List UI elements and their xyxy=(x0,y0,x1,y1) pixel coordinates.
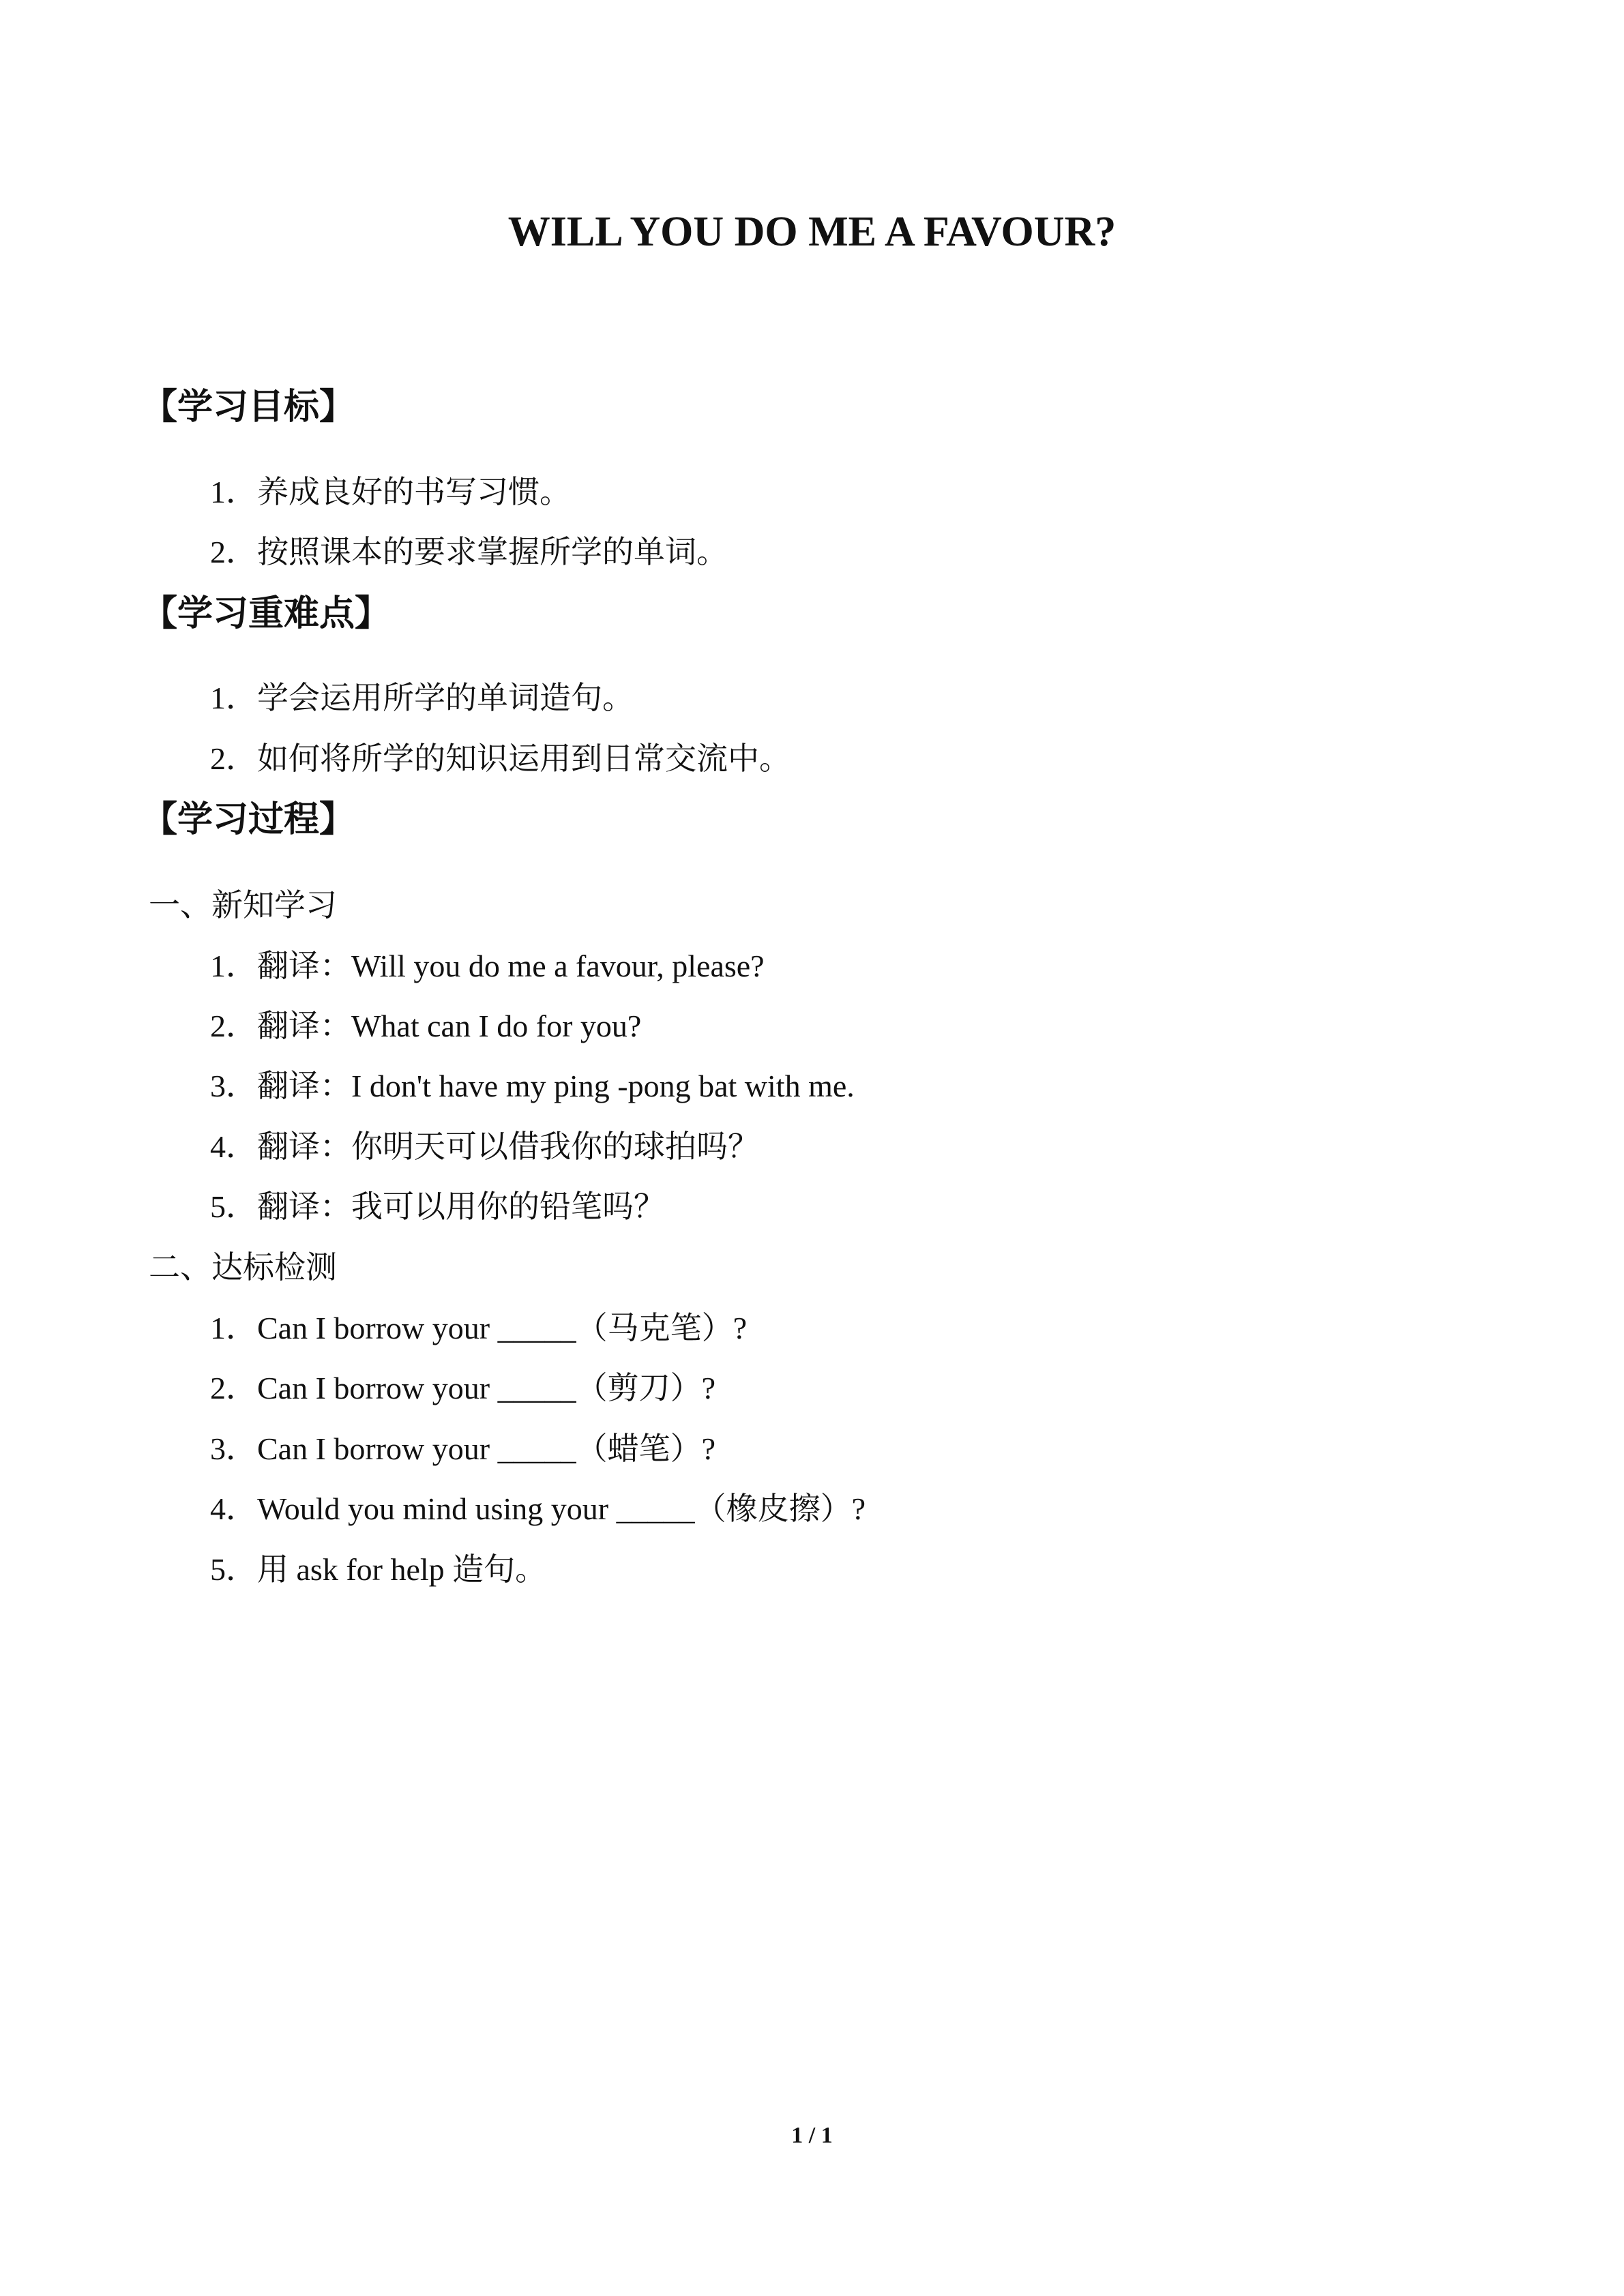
page-title: WILL YOU DO ME A FAVOUR? xyxy=(507,209,1117,255)
assessment-item-2: 2．Can I borrow your _____（剪刀）? xyxy=(210,1371,716,1405)
section-heading-process: 【学习过程】 xyxy=(142,799,355,840)
subsection-heading-new-knowledge: 一、新知学习 xyxy=(149,888,337,923)
new-knowledge-item-1: 1．翻译：Will you do me a favour, please? xyxy=(210,949,765,983)
assessment-item-4: 4．Would you mind using your _____（橡皮擦）? xyxy=(210,1491,866,1526)
assessment-item-5: 5．用 ask for help 造句。 xyxy=(210,1552,547,1587)
page-number: 1 / 1 xyxy=(791,2123,833,2148)
objective-item-1: 1．养成良好的书写习惯。 xyxy=(210,475,571,509)
key-point-item-1: 1．学会运用所学的单词造句。 xyxy=(210,681,634,715)
new-knowledge-item-4: 4．翻译：你明天可以借我你的球拍吗？ xyxy=(210,1129,759,1164)
objective-item-2: 2．按照课本的要求掌握所学的单词。 xyxy=(210,535,728,569)
section-heading-key-points: 【学习重难点】 xyxy=(142,593,391,634)
new-knowledge-item-5: 5．翻译：我可以用你的铅笔吗？ xyxy=(210,1189,665,1224)
new-knowledge-item-2: 2．翻译：What can I do for you? xyxy=(210,1009,642,1043)
subsection-heading-assessment: 二、达标检测 xyxy=(149,1250,337,1285)
assessment-item-3: 3．Can I borrow your _____（蜡笔）? xyxy=(210,1431,716,1466)
section-heading-objectives: 【学习目标】 xyxy=(142,387,355,428)
new-knowledge-item-3: 3．翻译：I don't have my ping -pong bat with me. xyxy=(210,1069,855,1103)
key-point-item-2: 2．如何将所学的知识运用到日常交流中。 xyxy=(210,741,791,776)
assessment-item-1: 1．Can I borrow your _____（马克笔）? xyxy=(210,1311,748,1345)
